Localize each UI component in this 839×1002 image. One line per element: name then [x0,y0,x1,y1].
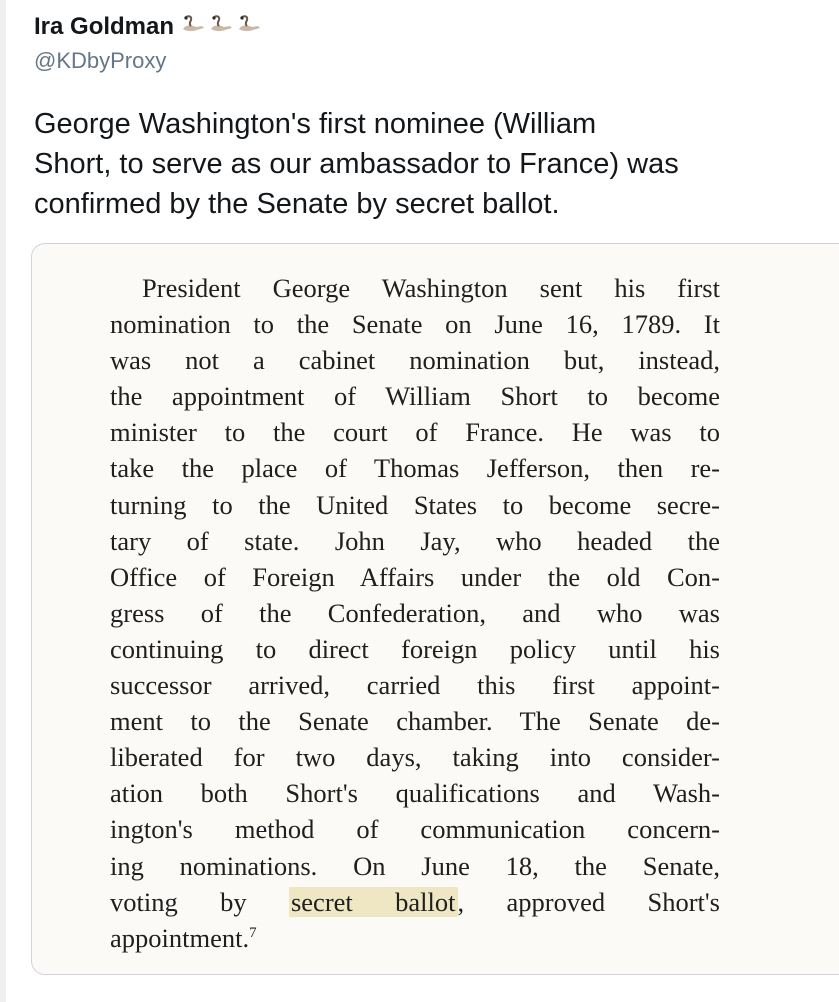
tweet-text-line: confirmed by the Senate by secret ballot. [34,188,560,220]
attached-image[interactable] [31,243,839,975]
excerpt-line: tary of state. John Jay, who headed the [110,525,720,556]
timeline-rule [0,0,6,1002]
excerpt-line: ation both Short's qualifications and Wash- [110,778,720,809]
author-name-row[interactable] [34,10,839,44]
excerpt-line: continuing to direct foreign policy until his [110,633,720,664]
excerpt-line-highlighted [110,884,720,920]
excerpt-line: liberated for two days, taking into consider- [110,742,720,773]
excerpt-line: successor arrived, carried this first appoint- [110,670,720,701]
swan-icon [180,10,206,44]
excerpt-line-last [110,920,720,956]
author-name[interactable]: Ira Goldman [34,13,175,40]
swan-icon [208,10,234,44]
excerpt-line: minister to the court of France. He was to [110,417,720,448]
excerpt-line: gress of the Confederation, and who was [110,597,720,628]
excerpt-line: ment to the Senate chamber. The Senate de- [110,706,720,737]
excerpt-line: the appointment of William Short to become [110,381,720,412]
emoji-group [180,10,262,44]
excerpt-line: take the place of Thomas Jefferson, then re- [110,453,720,484]
footnote-marker: 7 [249,924,257,941]
excerpt-text: appointment. [110,922,250,953]
excerpt-text: voting by [110,886,289,917]
excerpt-line: nomination to the Senate on June 16, 1789. It [110,309,720,340]
excerpt-line: ington's method of communication concern- [110,814,720,845]
tweet-text [34,104,824,224]
excerpt-text: , approved Short's [457,886,720,917]
tweet[interactable] [34,10,839,220]
excerpt-line: was not a cabinet nomination but, instead, [110,345,720,376]
author-handle[interactable]: @KDbyProxy [34,48,167,73]
highlighted-text: secret ballot [290,886,456,917]
excerpt-line: Office of Foreign Affairs under the old Con- [110,561,720,592]
tweet-text-line: Short, to serve as our ambassador to France) was [34,148,679,180]
excerpt-line: President George Washington sent his first [142,273,720,303]
tweet-text-line: George Washington's first nominee (William [34,108,597,140]
excerpt-line: turning to the United States to become secre- [110,489,720,520]
excerpt-line: ing nominations. On June 18, the Senate, [110,850,720,881]
swan-icon [236,10,262,44]
book-excerpt [110,270,720,956]
